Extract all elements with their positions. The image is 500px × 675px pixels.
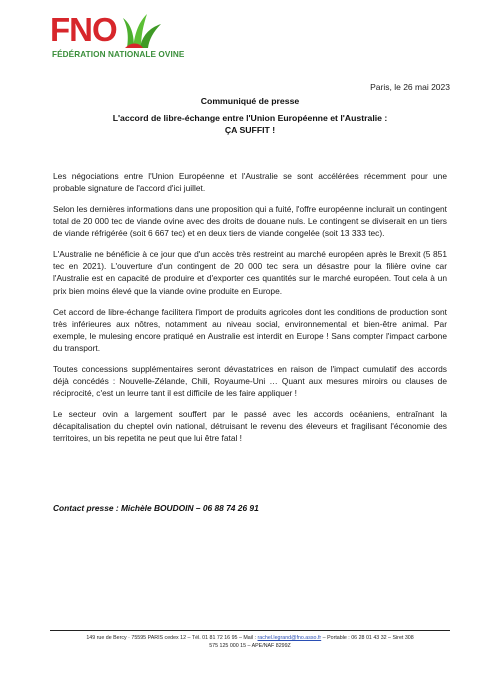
footer-address: 149 rue de Bercy · 75595 PARIS cedex 12 – Tél. 01 81 72 16 95 – Mail : [86, 635, 258, 641]
press-release-kicker: Communiqué de presse [200, 96, 300, 106]
body-text [53, 170, 447, 453]
footer-address-line [50, 635, 450, 642]
grass-logo-icon [123, 12, 163, 50]
logo-subtitle: FÉDÉRATION NATIONALE OVINE [52, 50, 185, 59]
paragraph: Selon les dernières informations dans une proposition qui a fuité, l'offre européenne inclurait un contingent total de 20 000 tec de viande ovine avec des droits de douane nuls. Le contingent se diviserait en un tiers de viande réfrigérée (soit 6 667 tec) et en deux tiers de viande congelée (soit 13 333 tec). [53, 204, 447, 239]
footer-email-link[interactable]: rachel.legrand@fno.asso.fr [257, 635, 322, 641]
footer-phone-siret: – Portable : 06 28 01 43 32 – Siret 308 [321, 635, 414, 641]
paragraph: Les négociations entre l'Union Européenne et l'Australie se sont accélérées récemment pour une probable signature de l'accord d'ici juillet. [53, 171, 447, 194]
paragraph: Le secteur ovin a largement souffert par le passé avec les accords océaniens, entraînant la décapitalisation du cheptel ovin national, détruisant le revenu des éleveurs et fragilisant l'économie des territoires, un bis repetita ne peut que lui être fatal ! [53, 408, 447, 444]
place-date: Paris, le 26 mai 2023 [370, 82, 450, 92]
footer-siret-line: 575 125 000 15 – APE/NAF 8299Z [209, 643, 291, 649]
title-line-2: ÇA SUFFIT ! [224, 125, 276, 135]
footer-divider [50, 630, 450, 631]
press-contact: Contact presse : Michèle BOUDOIN – 06 88 74 26 91 [53, 503, 259, 513]
fno-logo [50, 12, 200, 64]
paragraph: Cet accord de libre-échange facilitera l'import de produits agricoles dont les conditions de production sont très inférieures aux nôtres, notamment au niveau social, environnemental et bien-être animal. Par exemple, le mulesing encore pratiqué en Australie est interdit en Europe ! Sans compter l'impact carbone du transport. [53, 306, 447, 353]
paragraph: Toutes concessions supplémentaires seront dévastatrices en raison de l'impact cumulatif des accords déjà concédés : Nouvelle-Zélande, Chili, Royaume-Uni … Quant aux mesures miroirs ou clauses de réciprocité, c'est un leurre tant il est difficile de les faire appliquer ! [53, 363, 447, 398]
paragraph: L'Australie ne bénéficie à ce jour que d'un accès très restreint au marché européen après le Brexit (5 851 tec en 2021). L'ouverture d'un contingent de 20 000 tec sera un désastre pour la filière ovine car l'Australie est en capacité de produire et d'exporter ces quantités sur le marché européen. Tout cela à un prix bien moins élevé que la viande ovine produite en Europe. [53, 249, 447, 296]
logo-text: FNO [50, 11, 117, 48]
title-line-1: L'accord de libre-échange entre l'Union Européenne et l'Australie : [112, 113, 388, 123]
